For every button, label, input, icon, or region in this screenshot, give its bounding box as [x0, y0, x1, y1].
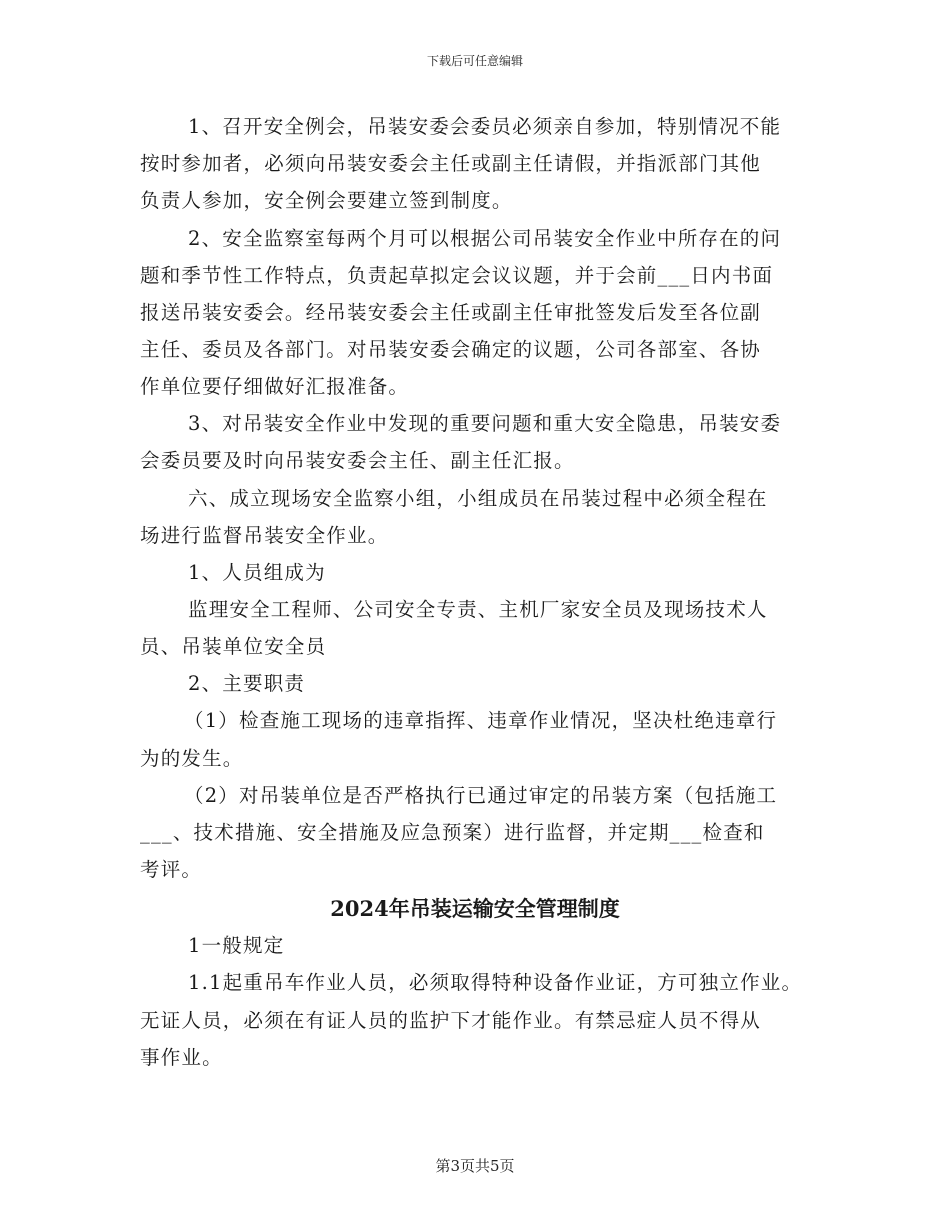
paragraph-line: 1、人员组成为	[188, 561, 326, 584]
paragraph-line: 1、召开安全例会，吊装安委会委员必须亲自参加，特别情况不能	[188, 115, 782, 138]
paragraph-line: 考评。	[140, 858, 203, 881]
section-title: 2024年吊装运输安全管理制度	[330, 896, 620, 921]
paragraph-line: 主任、委员及各部门。对吊装安委会确定的议题，公司各部室、各协	[140, 338, 762, 361]
paragraph-line: 场进行监督吊装安全作业。	[140, 524, 389, 547]
page-number-footer: 第3页共5页	[435, 1157, 515, 1175]
paragraph-line: （1）检查施工现场的违章指挥、违章作业情况，坚决杜绝违章行	[184, 709, 778, 732]
paragraph-line: 会委员要及时向吊装安委会主任、副主任汇报。	[140, 449, 575, 472]
paragraph-line: 事作业。	[140, 1046, 223, 1069]
paragraph-line: 2、安全监察室每两个月可以根据公司吊装安全作业中所存在的问	[188, 227, 782, 250]
paragraph-line: 六、成立现场安全监察小组，小组成员在吊装过程中必须全程在	[188, 487, 768, 510]
paragraph-line: 1一般规定	[188, 934, 285, 957]
paragraph-line: 无证人员，必须在有证人员的监护下才能作业。有禁忌症人员不得从	[140, 1009, 762, 1032]
paragraph-line: ___、技术措施、安全措施及应急预案）进行监督，并定期___检查和	[140, 821, 765, 844]
paragraph-line: 按时参加者，必须向吊装安委会主任或副主任请假，并指派部门其他	[140, 152, 762, 175]
paragraph-line: 员、吊装单位安全员	[140, 635, 327, 658]
paragraph-line: 负责人参加，安全例会要建立签到制度。	[140, 189, 513, 212]
paragraph-line: 2、主要职责	[188, 672, 306, 695]
paragraph-line: 1.1起重吊车作业人员，必须取得特种设备作业证，方可独立作业。	[188, 971, 803, 994]
page-header: 下载后可任意编辑	[426, 54, 523, 68]
paragraph-line: 作单位要仔细做好汇报准备。	[140, 375, 410, 398]
paragraph-line: 3、对吊装安全作业中发现的重要问题和重大安全隐患，吊装安委	[188, 412, 782, 435]
paragraph-line: 题和季节性工作特点，负责起草拟定会议议题，并于会前___日内书面	[140, 264, 774, 287]
paragraph-line: 为的发生。	[140, 747, 244, 770]
paragraph-line: 报送吊装安委会。经吊装安委会主任或副主任审批签发后发至各位副	[140, 301, 762, 324]
paragraph-line: 监理安全工程师、公司安全专责、主机厂家安全员及现场技术人	[188, 598, 768, 621]
paragraph-line: （2）对吊装单位是否严格执行已通过审定的吊装方案（包括施工	[184, 784, 778, 807]
